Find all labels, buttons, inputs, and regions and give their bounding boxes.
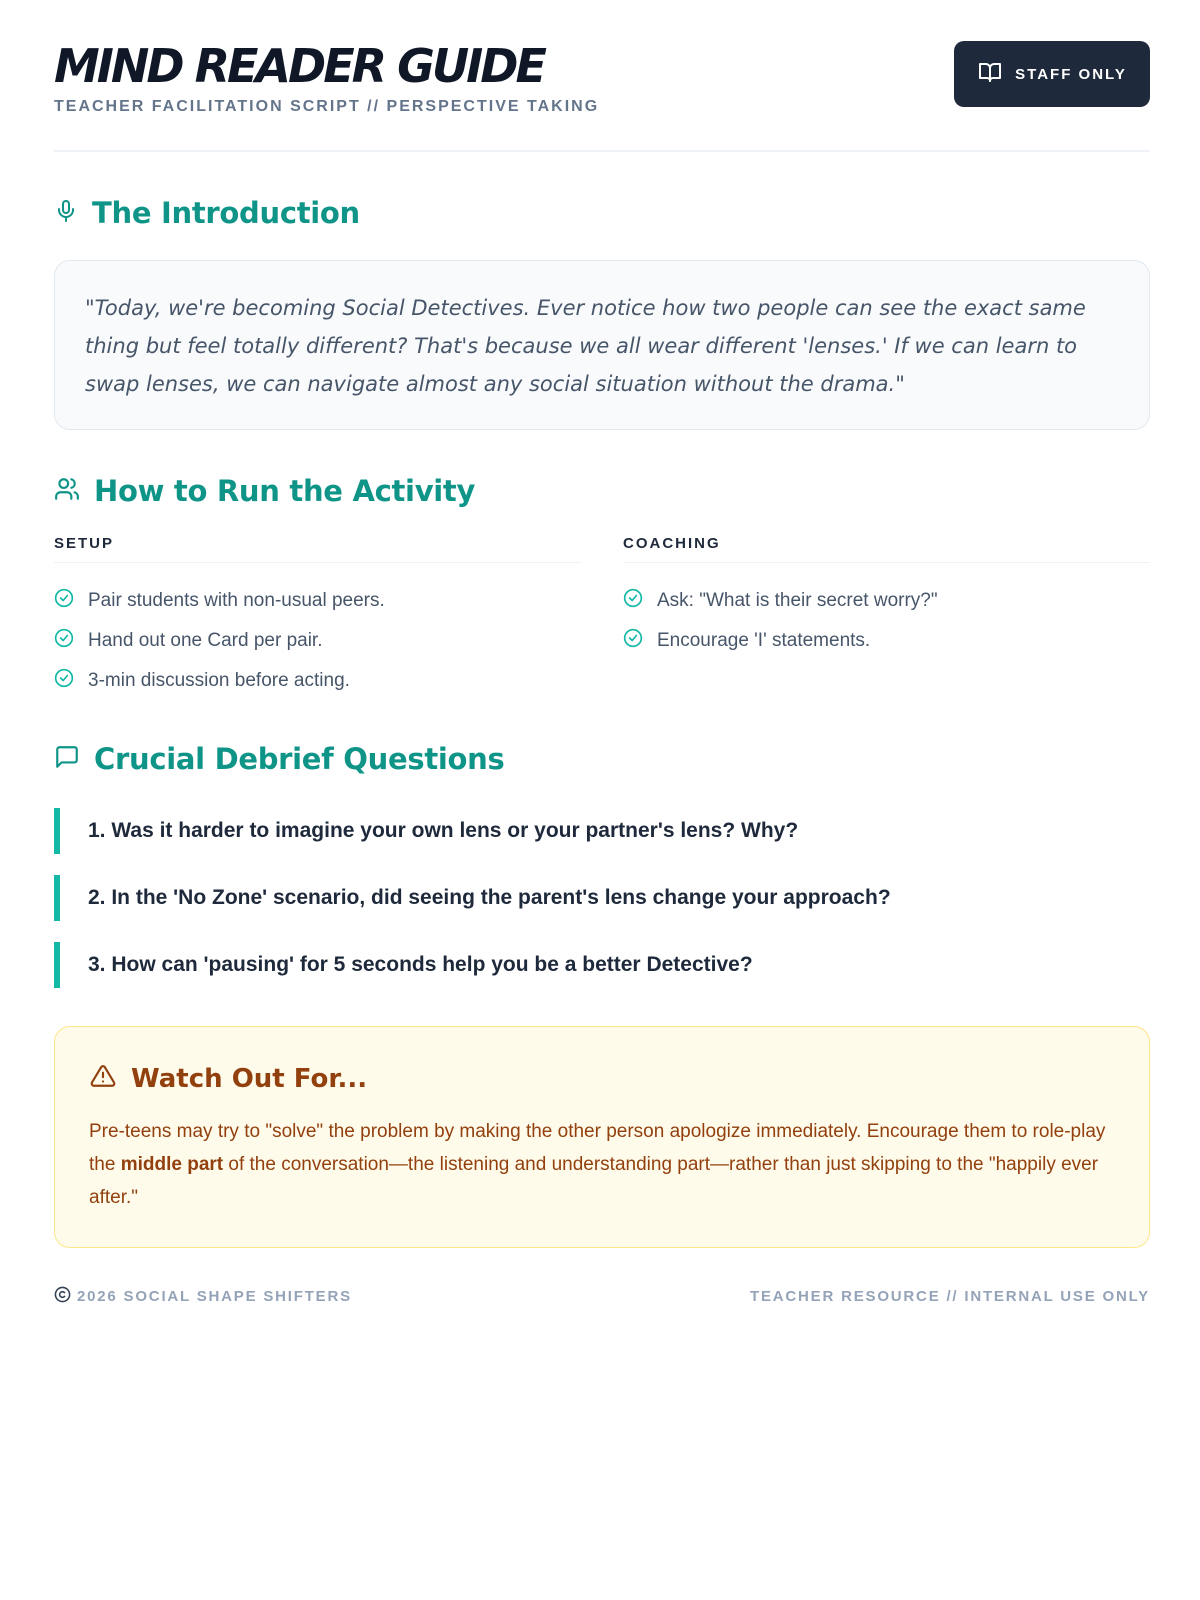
setup-item-text: 3-min discussion before acting. [88, 670, 350, 691]
coaching-label: COACHING [623, 535, 1150, 563]
debrief-question: 3. How can 'pausing' for 5 seconds help you be a better Detective? [54, 942, 1150, 988]
debrief-question: 1. Was it harder to imagine your own lens or your partner's lens? Why? [54, 808, 1150, 854]
setup-column [54, 535, 581, 701]
intro-quote: "Today, we're becoming Social Detectives. Ever notice how two people can see the exact same thing but feel totally different? That's because we all wear different 'lenses.' If we can learn to swap lenses, we can navigate almost any social situation without the drama." [85, 296, 1086, 396]
list-item [623, 621, 1150, 661]
activity-heading-row [54, 474, 475, 508]
coaching-item-text: Encourage 'I' statements. [657, 630, 871, 651]
staff-only-button[interactable] [954, 41, 1150, 107]
watch-out-text-end: of the conversation—the listening and understanding part—rather than just skipping to the "happily ever after." [89, 1154, 1099, 1208]
page [54, 0, 1150, 1305]
debrief-heading: Crucial Debrief Questions [94, 742, 505, 776]
setup-item-text: Pair students with non-usual peers. [88, 590, 385, 611]
check-circle-icon [623, 628, 643, 654]
copyright-icon [54, 1286, 71, 1307]
staff-only-label: STAFF ONLY [1015, 65, 1127, 83]
page-title: MIND READER GUIDE [54, 39, 544, 93]
watch-out-heading-row [89, 1063, 367, 1094]
setup-item-text: Hand out one Card per pair. [88, 630, 323, 651]
page-subtitle: TEACHER FACILITATION SCRIPT // PERSPECTIVE TAKING [54, 98, 600, 115]
list-item [54, 661, 581, 701]
debrief-heading-row [54, 742, 504, 776]
check-circle-icon [54, 588, 74, 614]
list-item [623, 581, 1150, 621]
list-item [54, 581, 581, 621]
copyright-text: 2026 SOCIAL SHAPE SHIFTERS [77, 1288, 352, 1305]
footer [54, 1286, 1150, 1307]
check-circle-icon [623, 588, 643, 614]
book-open-icon [977, 60, 1003, 89]
intro-heading: The Introduction [92, 196, 360, 230]
watch-out-box [54, 1026, 1150, 1248]
intro-quote-box [54, 260, 1150, 430]
debrief-question: 2. In the 'No Zone' scenario, did seeing the parent's lens change your approach? [54, 875, 1150, 921]
coaching-item-text: Ask: "What is their secret worry?" [657, 590, 938, 611]
watch-out-heading: Watch Out For... [131, 1063, 368, 1094]
check-circle-icon [54, 628, 74, 654]
alert-triangle-icon [89, 1063, 117, 1094]
header [54, 0, 1150, 152]
activity-heading: How to Run the Activity [94, 474, 476, 508]
watch-out-text-start: Pre-teens may try to "solve" the problem by making the other person apologize immediately. Encourage them to role-play the [89, 1121, 1106, 1175]
microphone-icon [54, 198, 78, 229]
coaching-column [623, 535, 1150, 661]
coaching-list [623, 581, 1150, 661]
setup-label: SETUP [54, 535, 581, 563]
intro-heading-row [54, 196, 360, 230]
message-square-icon [54, 744, 80, 775]
watch-out-text [89, 1115, 1119, 1214]
list-item [54, 621, 581, 661]
footer-copyright [54, 1286, 352, 1307]
users-icon [54, 476, 80, 507]
setup-list [54, 581, 581, 701]
watch-out-text-bold: middle part [120, 1154, 224, 1175]
check-circle-icon [54, 668, 74, 694]
footer-right-text: TEACHER RESOURCE // INTERNAL USE ONLY [750, 1288, 1150, 1305]
